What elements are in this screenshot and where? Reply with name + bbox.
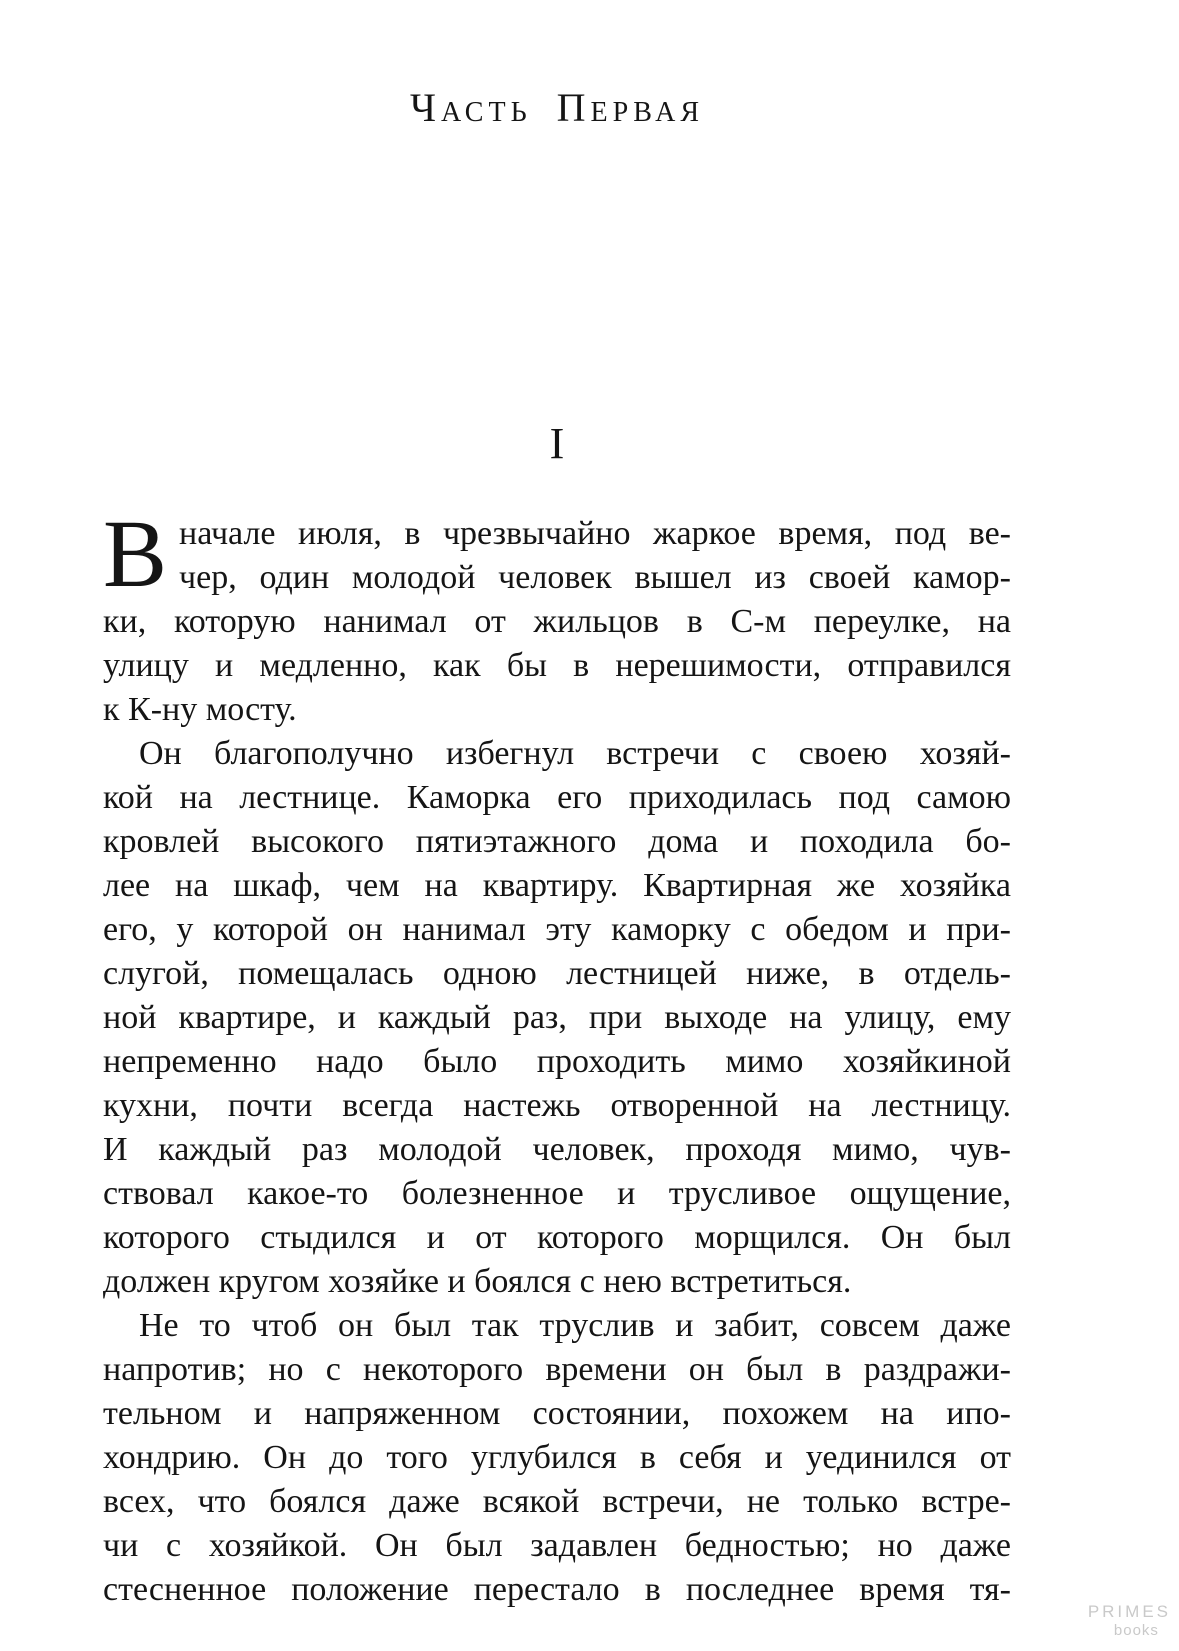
- body-line: кухни, почти всегда настежь отворенной на лестницу.: [103, 1087, 1011, 1124]
- body-line: его, у которой он нанимал эту каморку с обедом и при-: [103, 911, 1011, 948]
- body-line: непременно надо было проходить мимо хозяйкиной: [103, 1043, 1011, 1080]
- body-line: должен кругом хозяйке и боялся с нею встретиться.: [103, 1263, 852, 1300]
- body-line: кровлей высокого пятиэтажного дома и походила бо-: [103, 823, 1011, 860]
- body-line: улицу и медленно, как бы в нерешимости, отправился: [103, 647, 1011, 684]
- body-line: ки, которую нанимал от жильцов в С-м переулке, на: [103, 603, 1011, 640]
- drop-cap: В: [103, 500, 168, 607]
- body-line: ной квартире, и каждый раз, при выходе на улицу, ему: [103, 999, 1011, 1036]
- paragraph: [103, 1304, 1011, 1612]
- body-line: хондрию. Он до того углубился в себя и уединился от: [103, 1439, 1011, 1476]
- chapter-numeral: I: [549, 419, 565, 468]
- body-line: чи с хозяйкой. Он был задавлен бедностью; но даже: [103, 1527, 1011, 1564]
- body-line: которого стыдился и от которого морщился. Он был: [103, 1219, 1011, 1256]
- body-line: ствовал какое-то болезненное и трусливое ощущение,: [103, 1175, 1011, 1212]
- paragraph: [103, 732, 1011, 1304]
- body-line: стесненное положение перестало в последнее время тя-: [103, 1571, 1011, 1608]
- body-line: тельном и напряженном состоянии, похожем на ипо-: [103, 1395, 1011, 1432]
- body-line: напротив; но с некоторого времени он был в раздражи-: [103, 1351, 1011, 1388]
- watermark: [1088, 1602, 1171, 1639]
- body-line: Не то чтоб он был так труслив и забит, совсем даже: [139, 1307, 1011, 1344]
- body-text: [103, 500, 1011, 1612]
- body-line: И каждый раз молодой человек, проходя мимо, чув-: [103, 1131, 1011, 1168]
- body-line: слугой, помещалась одною лестницей ниже, в отдель-: [103, 955, 1011, 992]
- body-line: всех, что боялся даже всякой встречи, не только встре-: [103, 1483, 1011, 1520]
- watermark-sub: books: [1113, 1622, 1159, 1639]
- body-line: кой на лестнице. Каморка его приходилась под самою: [103, 779, 1011, 816]
- body-line: лее на шкаф, чем на квартиру. Квартирная же хозяйка: [103, 867, 1011, 904]
- body-line: Он благополучно избегнул встречи с своею хозяй-: [139, 735, 1011, 772]
- body-line: начале июля, в чрезвычайно жаркое время, под ве-: [179, 515, 1011, 552]
- paragraph: [103, 500, 1011, 732]
- body-line: к К-ну мосту.: [103, 691, 297, 728]
- body-line: чер, один молодой человек вышел из своей камор-: [179, 559, 1011, 596]
- watermark-brand: PRIMES: [1087, 1602, 1171, 1621]
- part-title: Часть Первая: [409, 85, 705, 130]
